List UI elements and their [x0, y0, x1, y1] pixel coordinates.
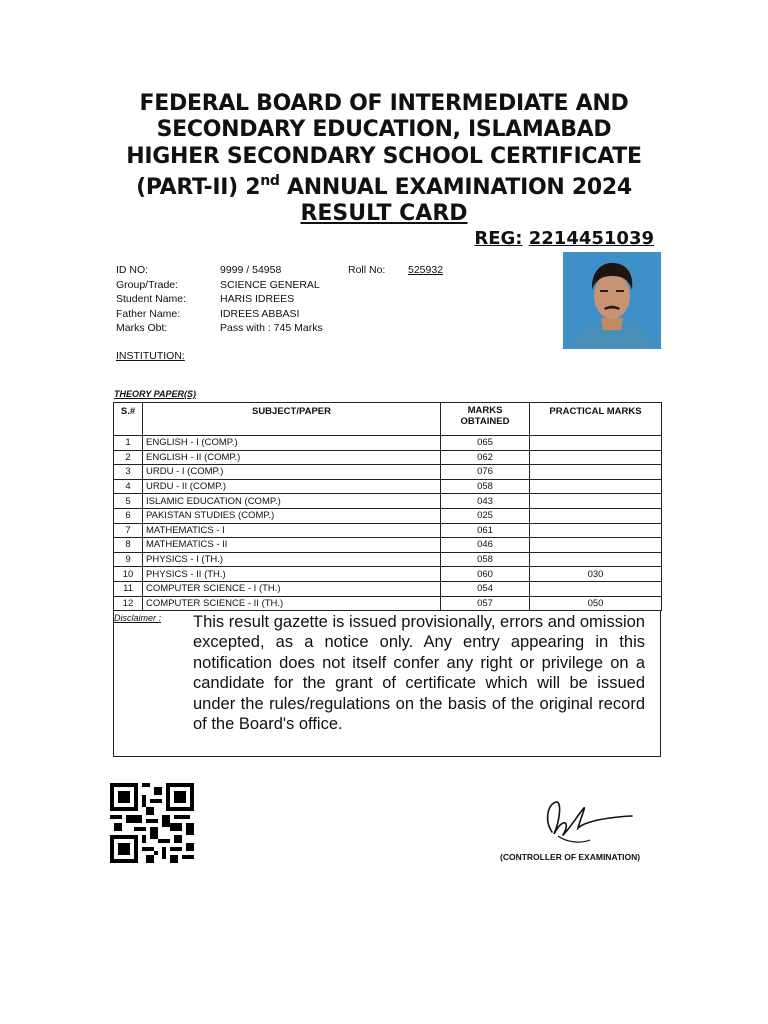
father-name-value: IDREES ABBASI [220, 307, 300, 320]
practical-cell [530, 465, 662, 480]
serial-cell: 10 [114, 567, 143, 582]
practical-cell [530, 450, 662, 465]
subject-cell: MATHEMATICS - II [143, 538, 441, 553]
subject-cell: ISLAMIC EDUCATION (COMP.) [143, 494, 441, 509]
board-title-line-2: SECONDARY EDUCATION, ISLAMABAD [156, 117, 612, 142]
table-row [114, 508, 662, 523]
theory-papers-label: THEORY PAPER(S) [114, 389, 197, 399]
col-header-practical: PRACTICAL MARKS [530, 403, 662, 436]
registration-number [474, 228, 654, 249]
table-row [114, 450, 662, 465]
subject-cell: URDU - II (COMP.) [143, 479, 441, 494]
info-labels [116, 263, 186, 336]
id-value: 9999 / 54958 [220, 264, 282, 276]
marks-cell: 061 [441, 523, 530, 538]
subject-cell: PAKISTAN STUDIES (COMP.) [143, 508, 441, 523]
table-row [114, 567, 662, 582]
table-header-row [114, 403, 662, 436]
marks-cell: 060 [441, 567, 530, 582]
table-row [114, 552, 662, 567]
marks-cell: 058 [441, 552, 530, 567]
disclaimer-text: This result gazette is issued provisionally, errors and omission excepted, as a notice only. Any entry appearing in this notification does not itself confer any right or privilege on a candidate for the grant of certificate which will be issued under the rules/regulations on the basis of the original record of the Board's office. [193, 613, 645, 734]
marks-cell: 065 [441, 436, 530, 451]
serial-cell: 4 [114, 479, 143, 494]
group-label: Group/Trade: [116, 278, 179, 291]
roll-label: Roll No: [348, 264, 386, 276]
info-values [220, 263, 323, 336]
practical-cell [530, 508, 662, 523]
marks-cell: 058 [441, 479, 530, 494]
practical-cell: 050 [530, 596, 662, 611]
serial-cell: 5 [114, 494, 143, 509]
result-card-heading [100, 200, 668, 228]
marks-value: Pass with : 745 Marks [220, 322, 323, 334]
practical-cell: 030 [530, 567, 662, 582]
serial-cell: 7 [114, 523, 143, 538]
practical-cell [530, 494, 662, 509]
table-row [114, 581, 662, 596]
subject-cell: ENGLISH - II (COMP.) [143, 450, 441, 465]
serial-cell: 12 [114, 596, 143, 611]
subject-cell: COMPUTER SCIENCE - II (TH.) [143, 596, 441, 611]
table-row [114, 538, 662, 553]
roll-value: 525932 [408, 264, 444, 276]
subject-cell: ENGLISH - I (COMP.) [143, 436, 441, 451]
portrait-image [563, 252, 661, 349]
reg-label: REG: [474, 228, 523, 249]
institution-label: INSTITUTION: [116, 350, 185, 362]
subject-cell: PHYSICS - II (TH.) [143, 567, 441, 582]
col-header-marks: MARKS OBTAINED [441, 403, 530, 436]
table-row [114, 436, 662, 451]
disclaimer-label: Disclaimer : [114, 613, 162, 623]
exam-title-line-4 [100, 174, 668, 202]
exam-year-text: ANNUAL EXAMINATION 2024 [279, 175, 632, 200]
serial-cell: 1 [114, 436, 143, 451]
marks-cell: 062 [441, 450, 530, 465]
serial-cell: 9 [114, 552, 143, 567]
marks-cell: 057 [441, 596, 530, 611]
father-name-label: Father Name: [116, 307, 181, 320]
table-row [114, 523, 662, 538]
exam-title-line-3: HIGHER SECONDARY SCHOOL CERTIFICATE [126, 144, 642, 169]
reg-value: 2214451039 [528, 228, 654, 249]
practical-cell [530, 552, 662, 567]
practical-cell [530, 479, 662, 494]
id-label: ID NO: [116, 264, 149, 276]
practical-cell [530, 436, 662, 451]
practical-cell [530, 581, 662, 596]
subject-cell: URDU - I (COMP.) [143, 465, 441, 480]
student-name-label: Student Name: [116, 293, 187, 305]
col-header-serial: S.# [114, 403, 143, 436]
board-title-line-1: FEDERAL BOARD OF INTERMEDIATE AND [139, 91, 629, 116]
serial-cell: 6 [114, 508, 143, 523]
table-row [114, 479, 662, 494]
marks-cell: 025 [441, 508, 530, 523]
practical-cell [530, 523, 662, 538]
ordinal-suffix: nd [260, 173, 280, 189]
qr-code-icon [110, 783, 194, 863]
serial-cell: 3 [114, 465, 143, 480]
marks-label: Marks Obt: [116, 322, 168, 334]
table-row [114, 596, 662, 611]
subject-cell: MATHEMATICS - I [143, 523, 441, 538]
student-name-value: HARIS IDREES [220, 293, 295, 305]
practical-cell [530, 538, 662, 553]
subject-cell: COMPUTER SCIENCE - I (TH.) [143, 581, 441, 596]
subject-cell: PHYSICS - I (TH.) [143, 552, 441, 567]
table-row [114, 494, 662, 509]
marks-cell: 043 [441, 494, 530, 509]
student-photo [563, 252, 661, 349]
marks-cell: 054 [441, 581, 530, 596]
marks-cell: 046 [441, 538, 530, 553]
marks-table-body [114, 436, 662, 611]
col-header-subject: SUBJECT/PAPER [143, 403, 441, 436]
controller-label: (CONTROLLER OF EXAMINATION) [500, 852, 641, 862]
group-value: SCIENCE GENERAL [220, 278, 320, 291]
table-row [114, 465, 662, 480]
result-card-title: RESULT CARD [300, 201, 468, 226]
marks-table [113, 402, 662, 611]
controller-signature [530, 790, 640, 850]
serial-cell: 8 [114, 538, 143, 553]
serial-cell: 2 [114, 450, 143, 465]
exam-part-text: (PART-II) 2 [136, 175, 261, 200]
marks-cell: 076 [441, 465, 530, 480]
serial-cell: 11 [114, 581, 143, 596]
